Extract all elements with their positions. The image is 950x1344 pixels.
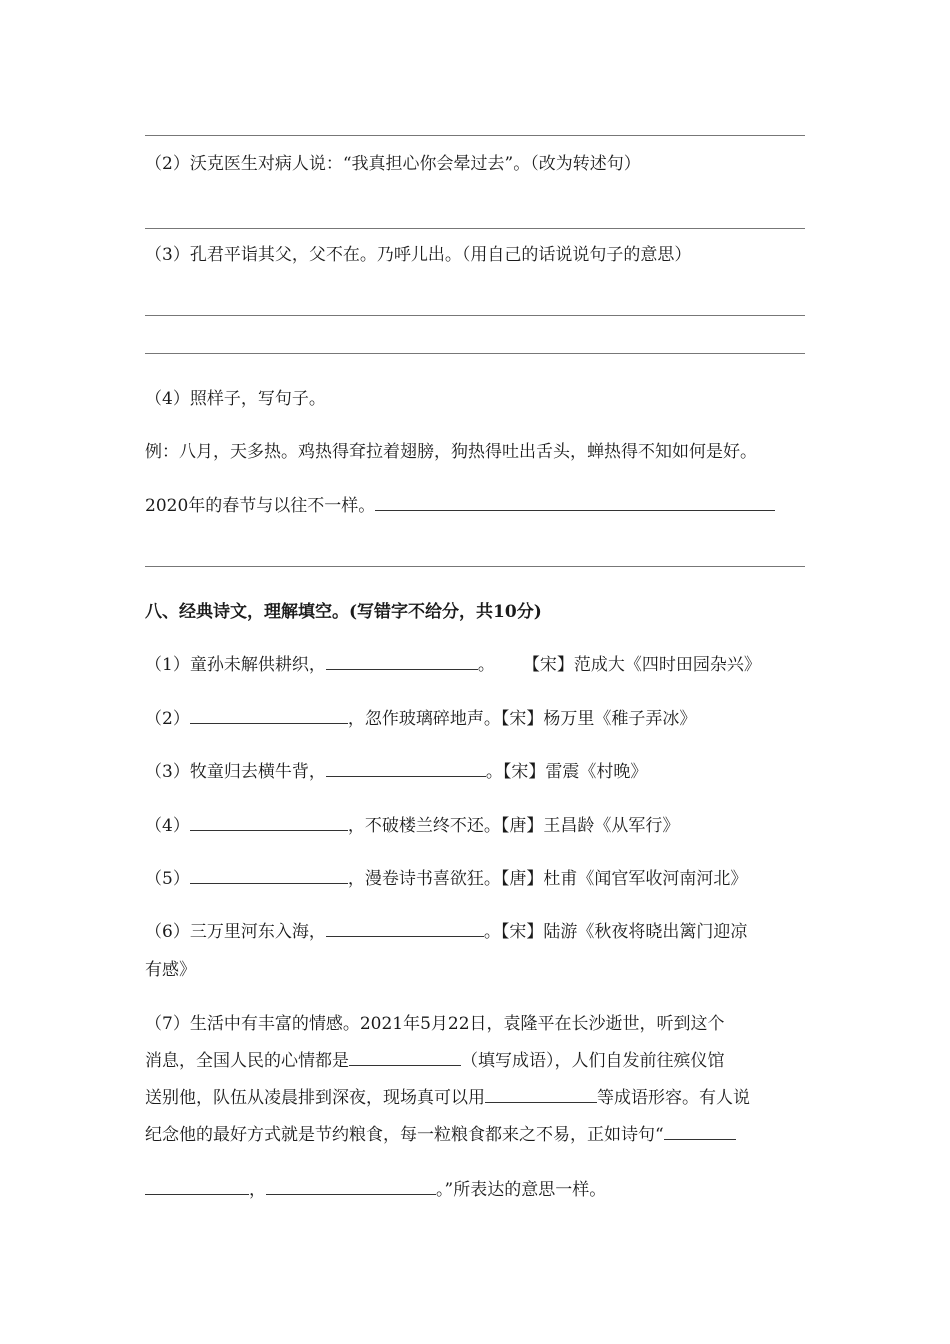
- fill-blank[interactable]: [375, 494, 775, 511]
- fill-blank[interactable]: [266, 1178, 436, 1195]
- example-sentence: 例：八月，天多热。鸡热得耷拉着翅膀，狗热得吐出舌头，蝉热得不知如何是好。: [145, 442, 757, 462]
- item-7-text: 等成语形容。有人说: [597, 1088, 750, 1108]
- item-7-text: （填写成语），人们自发前往殡仪馆: [461, 1051, 725, 1071]
- fill-blank[interactable]: [326, 653, 478, 670]
- question-item-4: （4）照样子，写句子。: [145, 389, 326, 409]
- fill-blank[interactable]: [145, 1178, 249, 1195]
- item-7-text: 纪念他的最好方式就是节约粮食，每一粒粮食都来之不易，正如诗句“: [145, 1125, 664, 1145]
- poem-text: （2）: [145, 709, 190, 729]
- question-item-2: （2）沃克医生对病人说：“我真担心你会晕过去”。（改为转述句）: [145, 154, 641, 174]
- poem-text: （5）: [145, 869, 190, 889]
- poem-item-2: [145, 707, 696, 731]
- poem-source: 【唐】王昌龄《从军行》: [500, 816, 680, 836]
- poem-item-4: [145, 814, 679, 838]
- poem-text: ，忽作玻璃碎地声。: [347, 709, 501, 729]
- fill-blank[interactable]: [485, 1086, 597, 1103]
- item-7-line-1: （7）生活中有丰富的情感。2021年5月22日，袁隆平在长沙逝世，听到这个: [145, 1014, 725, 1034]
- fill-blank[interactable]: [326, 760, 486, 777]
- prompt-line: [145, 494, 775, 518]
- fill-blank[interactable]: [349, 1049, 461, 1066]
- answer-line[interactable]: [145, 315, 805, 316]
- answer-line[interactable]: [145, 566, 805, 567]
- item-7-text: 。”所表达的意思一样。: [436, 1180, 607, 1200]
- poem-source: 【宋】范成大《四时田园杂兴》: [522, 655, 761, 675]
- poem-text: （4）: [145, 816, 190, 836]
- answer-line[interactable]: [145, 353, 805, 354]
- item-7-line-4: [145, 1123, 736, 1147]
- fill-blank[interactable]: [664, 1123, 736, 1140]
- poem-text: ，漫卷诗书喜欲狂。: [347, 869, 501, 889]
- poem-text: 。: [483, 922, 501, 942]
- poem-text: （3）牧童归去横牛背，: [145, 762, 326, 782]
- poem-text: 。: [477, 655, 495, 675]
- poem-item-5: [145, 867, 747, 891]
- poem-text: 。: [485, 762, 503, 782]
- prompt-text: 2020年的春节与以往不一样。: [145, 496, 376, 516]
- question-item-3: （3）孔君平诣其父，父不在。乃呼儿出。（用自己的话说说句子的意思）: [145, 245, 692, 265]
- item-7-line-2: [145, 1049, 725, 1073]
- item-7-text: 消息，全国人民的心情都是: [145, 1051, 349, 1071]
- item-7-text: ，: [249, 1180, 266, 1200]
- fill-blank[interactable]: [190, 867, 348, 884]
- poem-item-6: [145, 920, 747, 944]
- fill-blank[interactable]: [326, 920, 484, 937]
- answer-line[interactable]: [145, 135, 805, 136]
- poem-text: ，不破楼兰终不还。: [347, 816, 501, 836]
- section-8-title: 八、经典诗文，理解填空。(写错字不给分，共10分): [145, 602, 542, 622]
- poem-source: 【宋】杨万里《稚子弄冰》: [500, 709, 697, 729]
- poem-text: （6）三万里河东入海，: [145, 922, 326, 942]
- answer-line[interactable]: [145, 228, 805, 229]
- poem-item-3: [145, 760, 647, 784]
- poem-source: 【宋】陆游《秋夜将晓出篱门迎凉: [500, 922, 748, 942]
- poem-item-6-continuation: 有感》: [145, 960, 196, 980]
- poem-source: 【唐】杜甫《闻官军收河南河北》: [500, 869, 748, 889]
- item-7-line-5: [145, 1178, 606, 1202]
- item-7-line-3: [145, 1086, 750, 1110]
- poem-text: （1）童孙未解供耕织，: [145, 655, 326, 675]
- fill-blank[interactable]: [190, 814, 348, 831]
- fill-blank[interactable]: [190, 707, 348, 724]
- item-7-text: 送别他，队伍从凌晨排到深夜，现场真可以用: [145, 1088, 485, 1108]
- poem-item-1: [145, 653, 761, 677]
- poem-source: 【宋】雷震《村晚》: [502, 762, 648, 782]
